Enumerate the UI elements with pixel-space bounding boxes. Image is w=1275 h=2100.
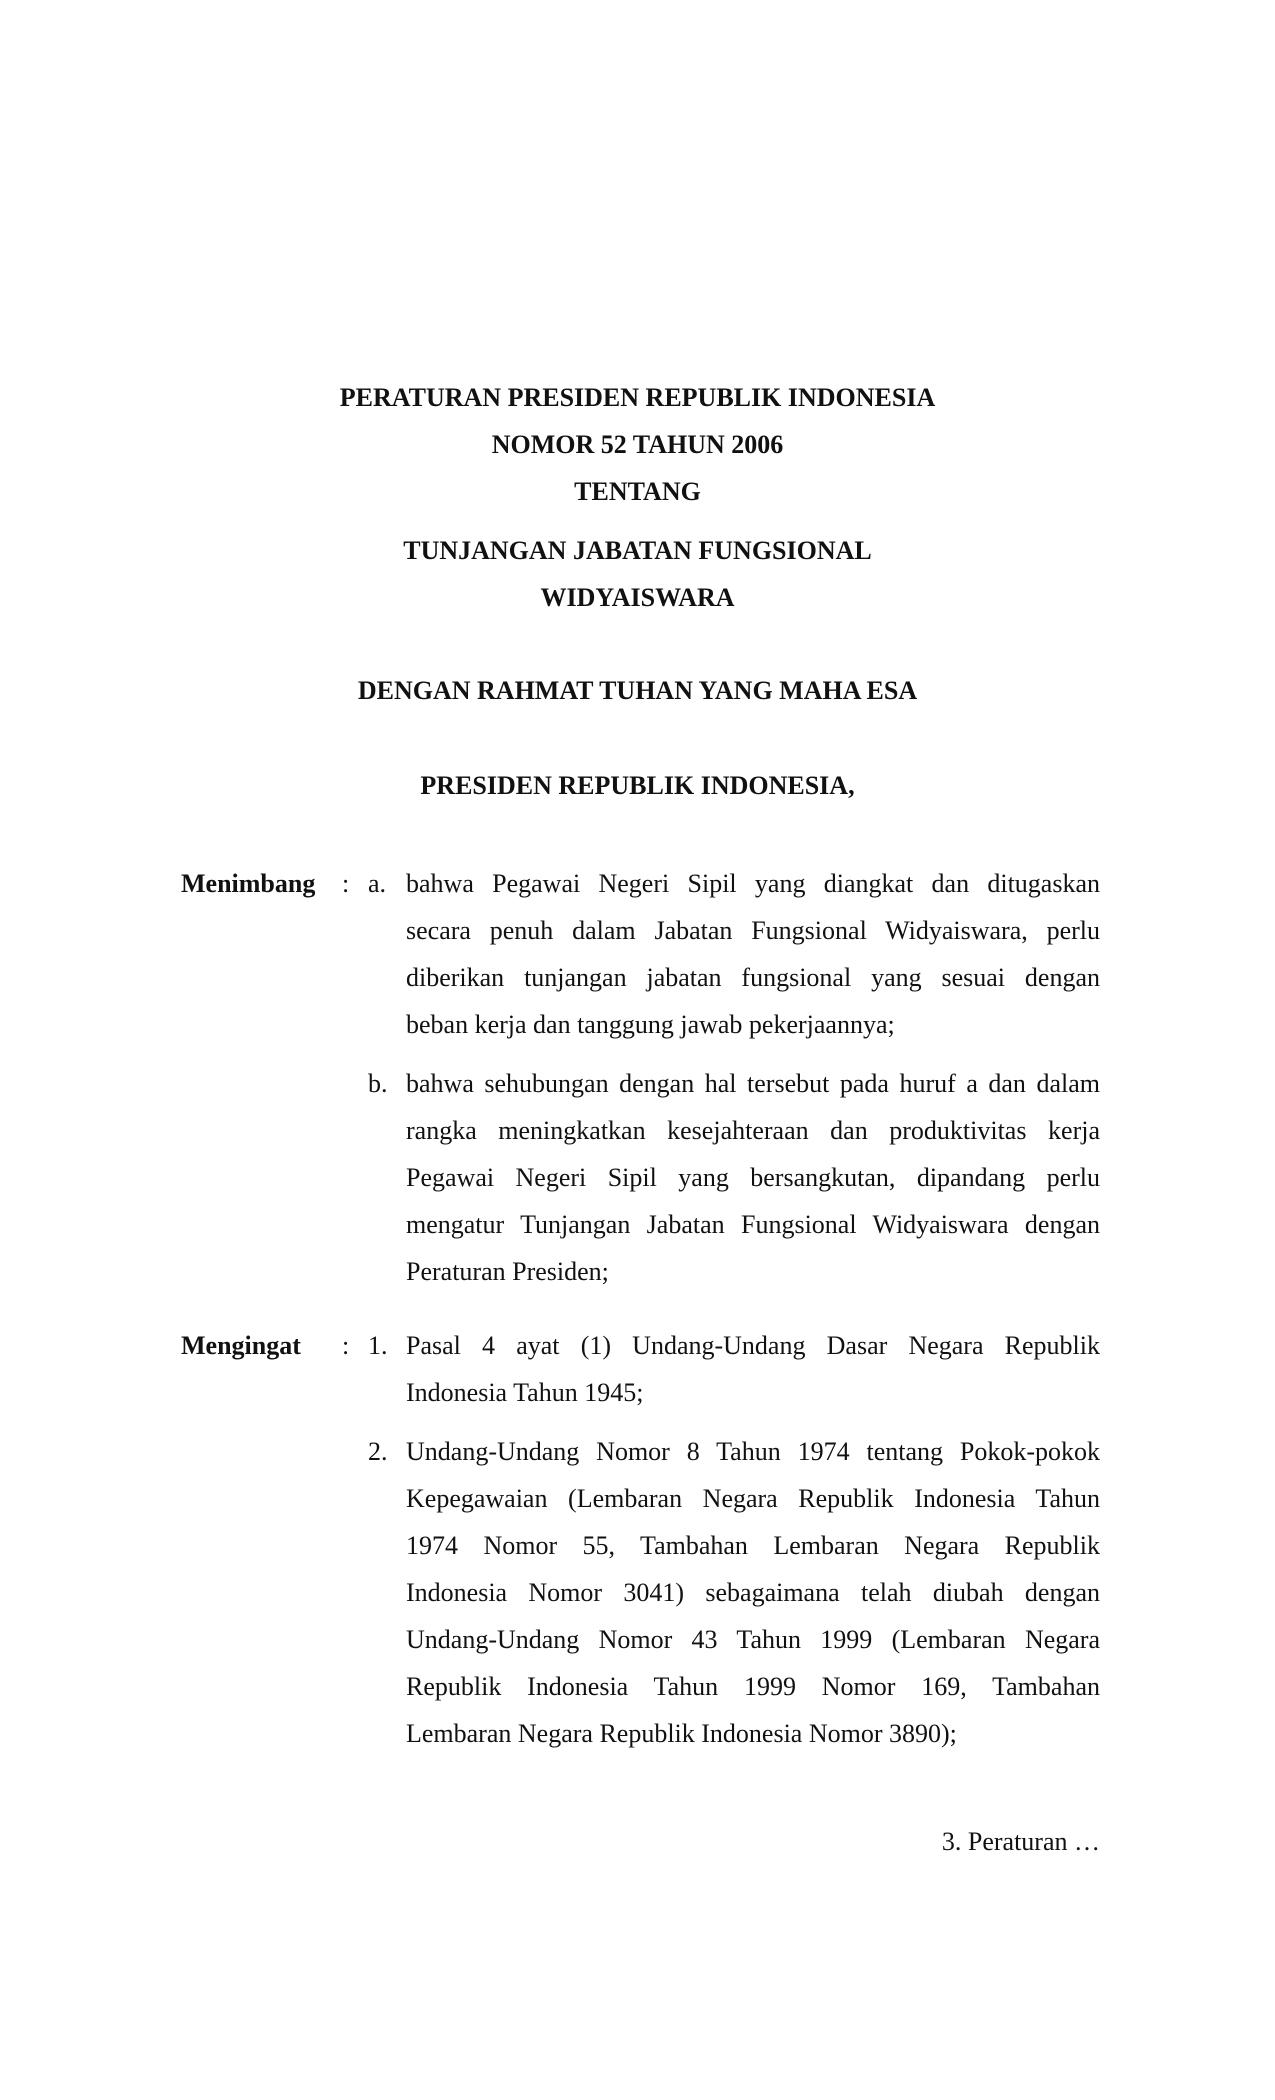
- item-text: [406, 860, 1100, 1048]
- text-line: Lembaran Negara Republik Indonesia Nomor 3890);: [406, 1719, 957, 1748]
- mengingat-item-1: [368, 1322, 1100, 1416]
- regulation-number: NOMOR 52 TAHUN 2006: [491, 430, 784, 459]
- text-line: rangka meningkatkan kesejahteraan dan produktivitas kerja: [406, 1116, 1100, 1145]
- mengingat-item-2: [368, 1428, 1100, 1757]
- regulation-title: PERATURAN PRESIDEN REPUBLIK INDONESIA: [339, 383, 936, 412]
- menimbang-colon: :: [342, 869, 350, 898]
- page-continuation: 3. Peraturan …: [941, 1827, 1100, 1856]
- mengingat-label: Mengingat: [181, 1331, 301, 1360]
- subject-line-2: WIDYAISWARA: [540, 583, 735, 612]
- text-line: Kepegawaian (Lembaran Negara Republik Indonesia Tahun: [406, 1484, 1100, 1513]
- regulation-about: TENTANG: [574, 477, 701, 506]
- text-line: secara penuh dalam Jabatan Fungsional Widyaiswara, perlu: [406, 916, 1100, 945]
- authority-text: PRESIDEN REPUBLIK INDONESIA,: [420, 771, 855, 800]
- item-marker: b.: [368, 1069, 388, 1098]
- item-marker: a.: [368, 869, 387, 898]
- item-text: [406, 1428, 1100, 1757]
- menimbang-item-a: [368, 860, 1100, 1048]
- menimbang-item-b: [368, 1060, 1100, 1295]
- text-line: mengatur Tunjangan Jabatan Fungsional Widyaiswara dengan: [406, 1210, 1100, 1239]
- text-line: Undang-Undang Nomor 8 Tahun 1974 tentang Pokok-pokok: [406, 1437, 1100, 1466]
- blessing-text: DENGAN RAHMAT TUHAN YANG MAHA ESA: [357, 676, 918, 705]
- text-line: Pegawai Negeri Sipil yang bersangkutan, dipandang perlu: [406, 1163, 1100, 1192]
- blessing-line: [0, 667, 1275, 714]
- text-line: Indonesia Nomor 3041) sebagaimana telah diubah dengan: [406, 1578, 1100, 1607]
- authority-line: [0, 762, 1275, 809]
- item-marker: 2.: [368, 1437, 388, 1466]
- text-line: Peraturan Presiden;: [406, 1257, 609, 1286]
- text-line: 1974 Nomor 55, Tambahan Lembaran Negara Republik: [406, 1531, 1100, 1560]
- text-line: beban kerja dan tanggung jawab pekerjaannya;: [406, 1010, 895, 1039]
- item-text: [406, 1322, 1100, 1416]
- text-line: bahwa Pegawai Negeri Sipil yang diangkat dan ditugaskan: [406, 869, 1100, 898]
- text-line: bahwa sehubungan dengan hal tersebut pada huruf a dan dalam: [406, 1069, 1100, 1098]
- text-line: Republik Indonesia Tahun 1999 Nomor 169, Tambahan: [406, 1672, 1100, 1701]
- regulation-header: [0, 374, 1275, 515]
- text-line: Indonesia Tahun 1945;: [406, 1378, 644, 1407]
- text-line: Undang-Undang Nomor 43 Tahun 1999 (Lembaran Negara: [406, 1625, 1100, 1654]
- item-text: [406, 1060, 1100, 1295]
- item-marker: 1.: [368, 1331, 388, 1360]
- regulation-subject: [0, 527, 1275, 621]
- mengingat-colon: :: [342, 1331, 350, 1360]
- text-line: diberikan tunjangan jabatan fungsional yang sesuai dengan: [406, 963, 1100, 992]
- subject-line-1: TUNJANGAN JABATAN FUNGSIONAL: [403, 536, 872, 565]
- menimbang-label: Menimbang: [181, 869, 316, 898]
- text-line: Pasal 4 ayat (1) Undang-Undang Dasar Negara Republik: [406, 1331, 1100, 1360]
